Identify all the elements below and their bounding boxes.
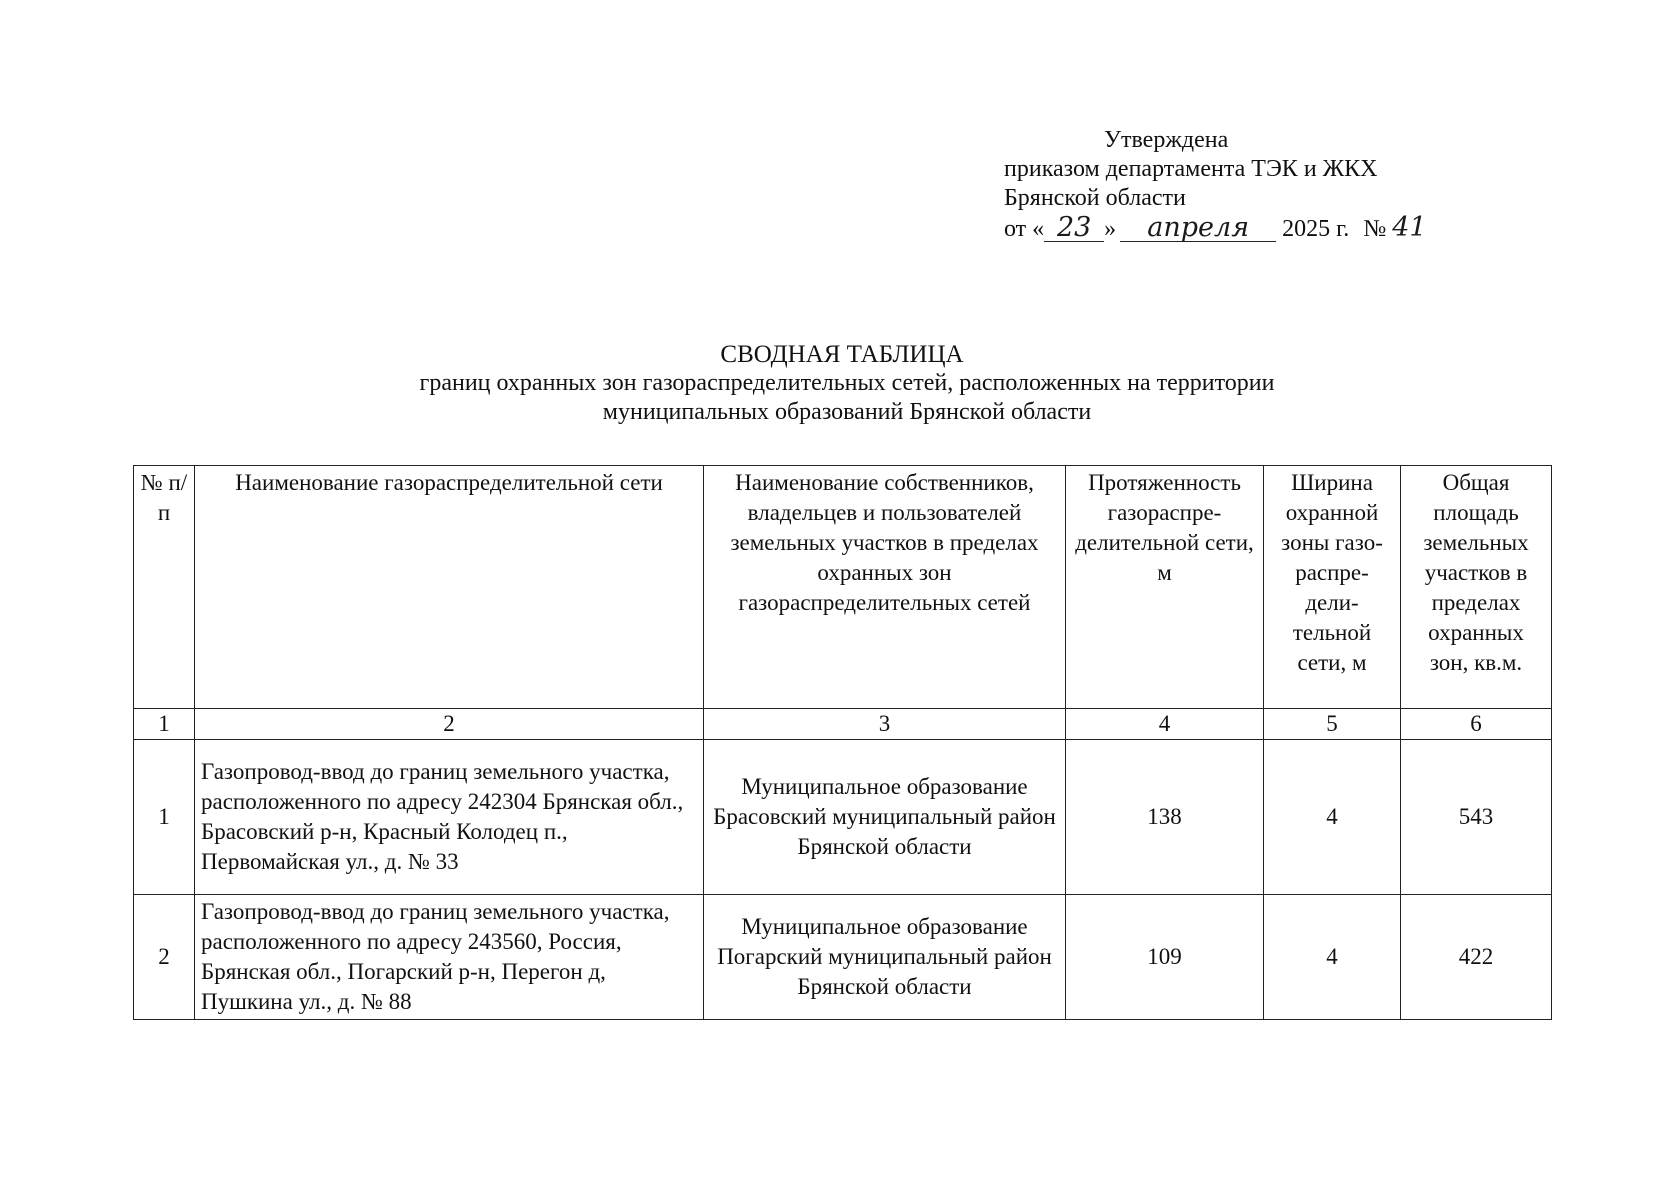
table-title: СВОДНАЯ ТАБЛИЦА [720,341,964,368]
approval-order-line: приказом департамента ТЭК и ЖКХ [1004,156,1378,182]
header-zone-width: Ширина охранной зоны газо-распре-дели-тельной сети, м [1264,466,1401,709]
column-number-row [134,709,1552,740]
column-number: 6 [1401,709,1552,740]
header-network-name: Наименование газораспределительной сети [195,466,704,709]
table-subtitle-line-2: муниципальных образований Брянской области [602,399,1092,425]
zone-width-cell: 4 [1264,895,1401,1020]
length-cell: 138 [1066,740,1264,895]
owner-cell: Муниципальное образование Брасовский муниципальный район Брянской области [704,740,1066,895]
approval-region-line: Брянской области [1004,185,1186,211]
column-number: 5 [1264,709,1401,740]
approval-date-line [1004,213,1524,244]
area-cell: 543 [1401,740,1552,895]
header-number: № п/п [134,466,195,709]
column-number: 2 [195,709,704,740]
length-cell: 109 [1066,895,1264,1020]
network-name-cell: Газопровод-ввод до границ земельного участка, расположенного по адресу 243560, Россия, Брянская обл., Погарский р-н, Перегон д, Пушкина ул., д. № 88 [195,895,704,1020]
table-heading [0,340,1654,427]
summary-table [133,465,1552,1020]
date-quote-close: » [1104,216,1117,242]
approval-block [1004,126,1524,244]
owner-cell: Муниципальное образование Погарский муниципальный район Брянской области [704,895,1066,1020]
row-number: 1 [134,740,195,895]
table-row [134,895,1552,1020]
header-owners: Наименование собственников, владельцев и пользователей земельных участков в пределах охранных зон газораспределительных сетей [704,466,1066,709]
row-number: 2 [134,895,195,1020]
header-length: Протяженность газораспре-делительной сети, м [1066,466,1264,709]
date-day-handwritten: 23 [1044,215,1104,242]
column-number: 3 [704,709,1066,740]
date-year: 2025 г. [1282,216,1350,242]
network-name-cell: Газопровод-ввод до границ земельного участка, расположенного по адресу 242304 Брянская обл., Брасовский р-н, Красный Колодец п., Первомайская ул., д. № 33 [195,740,704,895]
column-number: 4 [1066,709,1264,740]
header-row [134,466,1552,709]
order-number-label: № [1363,216,1387,242]
table-subtitle-line-1: границ охранных зон газораспределительных сетей, расположенных на территории [419,370,1275,396]
header-total-area: Общая площадь земельных участков в пределах охранных зон, кв.м. [1401,466,1552,709]
zone-width-cell: 4 [1264,740,1401,895]
order-number-handwritten: 41 [1392,212,1427,243]
column-number: 1 [134,709,195,740]
approval-title: Утверждена [1104,127,1229,153]
date-from-label: от « [1004,216,1045,242]
date-month-handwritten: апреля [1120,215,1276,242]
table-row [134,740,1552,895]
area-cell: 422 [1401,895,1552,1020]
